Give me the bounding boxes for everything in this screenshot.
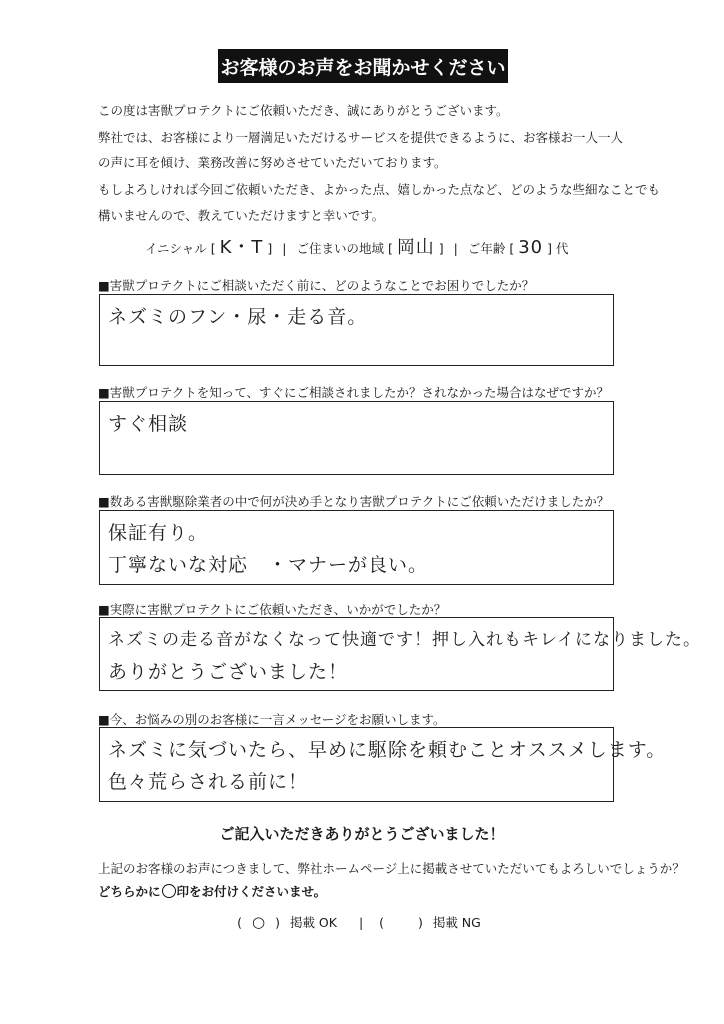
answer-box-2 <box>99 401 614 475</box>
answer-box-1 <box>99 294 614 366</box>
intro-line-2: 弊社では、お客様により一層満足いただけるサービスを提供できるように、お客様お一人一人 <box>98 130 624 145</box>
question-5: ■今、お悩みの別のお客様に一言メッセージをお願いします。 <box>98 712 446 727</box>
answer-box-3 <box>99 510 614 585</box>
question-3: ■数ある害獣駆除業者の中で何が決め手となり害獣プロテクトにご依頼いただけましたか？ <box>98 494 610 509</box>
answer-4-line-2: ありがとうございました！ <box>108 661 349 683</box>
question-2: ■害獣プロテクトを知って、すぐにご相談されましたか？されなかった場合はなぜですか？ <box>98 385 610 400</box>
publish-ok-mark: ○ <box>252 913 266 931</box>
publish-ok-label: 掲載 OK <box>289 915 337 930</box>
answer-4-line-1: ネズミの走る音がなくなって快適です！押し入れもキレイになりました。 <box>108 630 701 650</box>
initial-label: イニシャル <box>145 241 207 256</box>
answer-3-line-2: 丁寧ないな対応 ・マナーが良い。 <box>108 554 429 576</box>
question-4: ■実際に害獣プロテクトにご依頼いただき、いかがでしたか？ <box>98 602 447 617</box>
circle-mark-icon <box>162 884 176 898</box>
answer-5-line-2: 色々荒らされる前に！ <box>108 771 309 793</box>
intro-line-5: 構いませんので、教えていただけますと幸いです。 <box>98 208 385 223</box>
answer-1-line-1: ネズミのフン・尿・走る音。 <box>108 306 368 328</box>
age-value: 30 <box>518 237 544 258</box>
intro-line-1: この度は害獣プロテクトにご依頼いただき、誠にありがとうございます。 <box>98 103 509 118</box>
intro-line-4: もしよろしければ今回ご依頼いただき、よかった点、嬉しかった点など、どのような些細なことでも <box>98 182 661 197</box>
consent-question: 上記のお客様のお声につきまして、弊社ホームページ上に掲載させていただいてもよろしいでしょうか？ <box>98 861 685 876</box>
consent-instruction <box>98 882 326 900</box>
publish-ng-option[interactable]: ( ) 掲載 NG <box>379 915 481 930</box>
publish-ng-label: 掲載 NG <box>432 915 481 930</box>
initial-value: K・T <box>219 237 264 258</box>
answer-2-line-1: すぐ相談 <box>108 413 189 435</box>
choice-separator: | <box>358 915 364 930</box>
intro-line-3: の声に耳を傾け、業務改善に努めさせていただいております。 <box>98 155 447 170</box>
age-label: ご年齢 <box>467 241 506 256</box>
consent-instruction-post: 印をお付けくださいませ。 <box>176 884 327 899</box>
answer-box-5 <box>99 727 667 802</box>
thanks-message: ご記入いただきありがとうございました！ <box>219 825 505 843</box>
area-label: ご住まいの地域 <box>296 241 384 256</box>
age-unit: 代 <box>555 241 569 256</box>
answer-box-4 <box>99 617 701 691</box>
answer-5-line-1: ネズミに気づいたら、早めに駆除を頼むことオススメします。 <box>108 739 667 761</box>
question-1: ■害獣プロテクトにご相談いただく前に、どのようなことでお困りでしたか？ <box>98 278 535 293</box>
area-value: 岡山 <box>396 237 435 258</box>
publish-ok-option[interactable]: ( ○ ) 掲載 OK <box>237 913 337 931</box>
answer-3-line-1: 保証有り。 <box>108 522 209 544</box>
consent-instruction-pre: どちらかに <box>98 884 161 899</box>
respondent-info: イニシャル [ K・T ] | ご住まいの地域 [ 岡山 ] | ご年齢 [ 30 ] 代 <box>145 237 569 258</box>
form-title: お客様のお声をお聞かせください <box>218 49 508 83</box>
publish-choices <box>0 913 724 931</box>
